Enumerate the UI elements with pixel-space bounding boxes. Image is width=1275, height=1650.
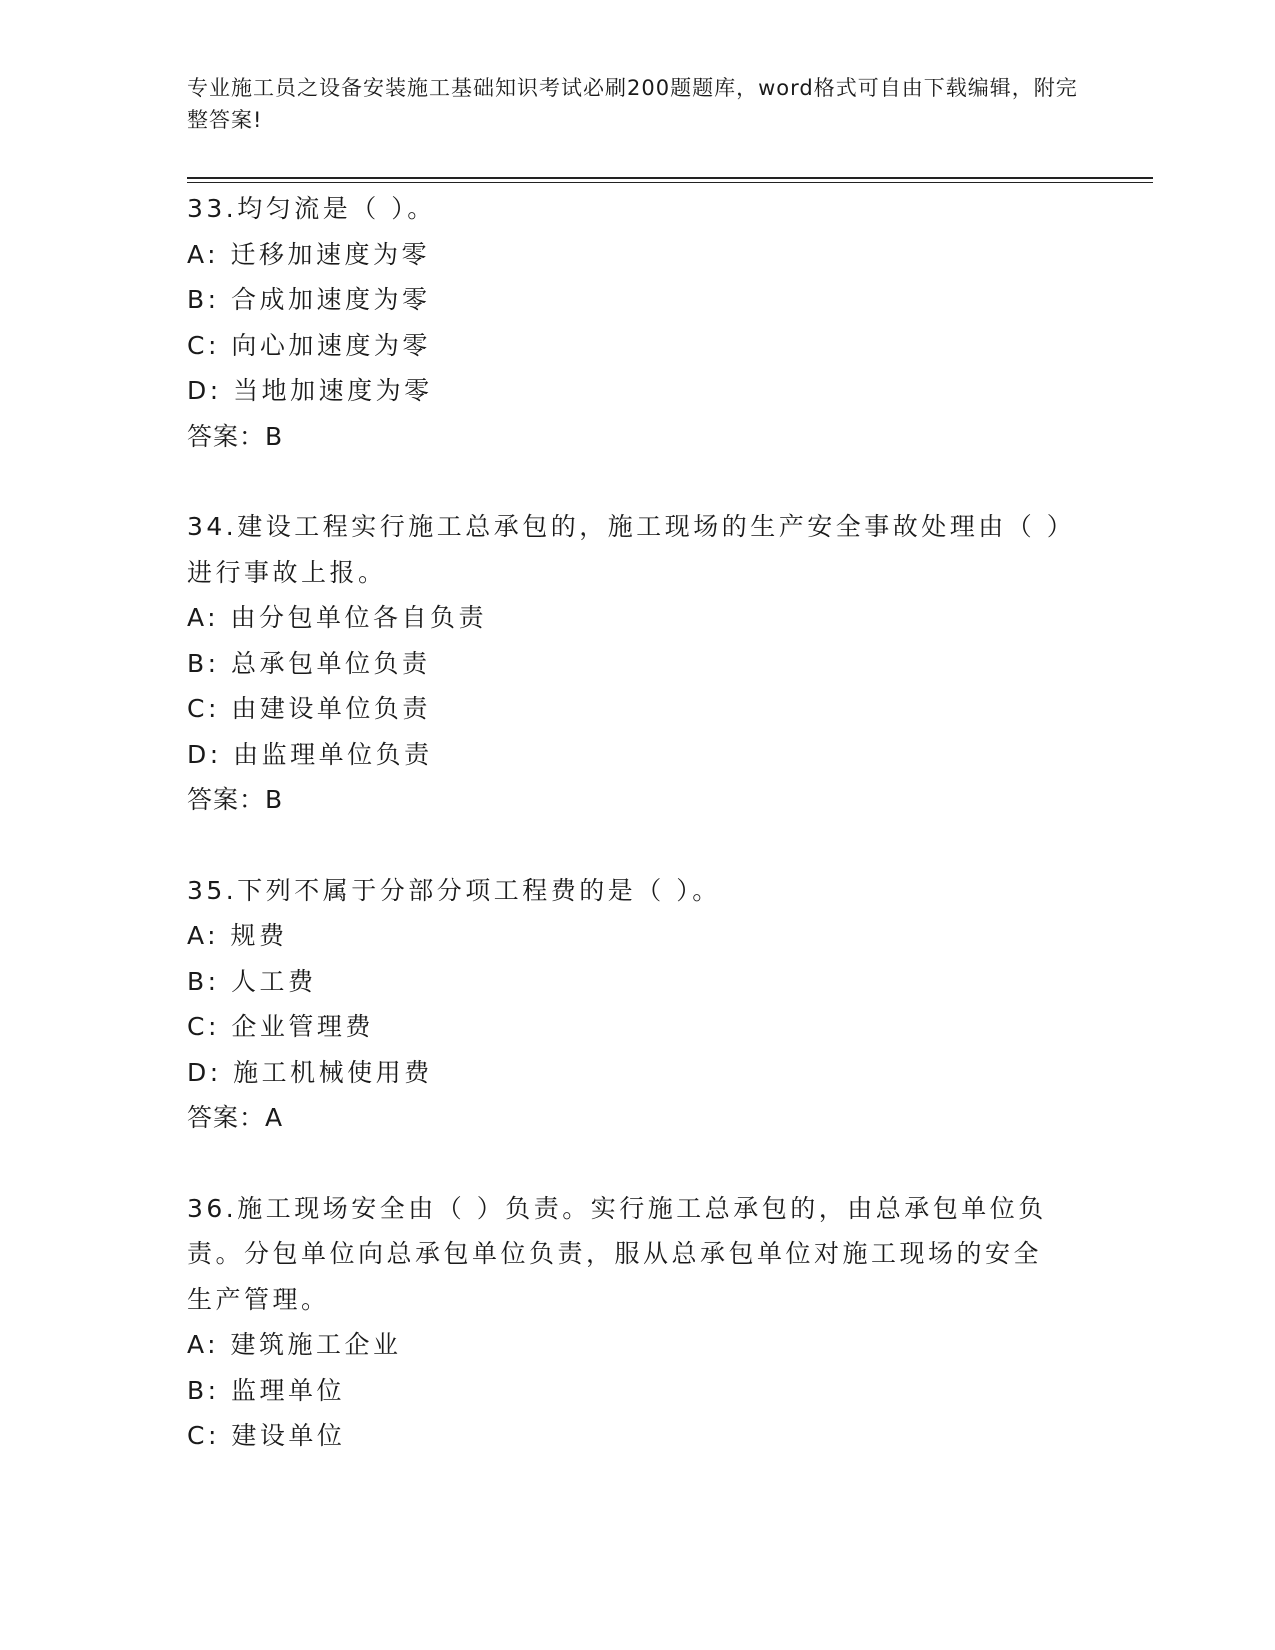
option-d: D: 施工机械使用费 xyxy=(187,1057,433,1087)
question-item xyxy=(187,504,1067,823)
option-c: C: 企业管理费 xyxy=(187,1012,374,1041)
question-item xyxy=(187,1186,1067,1459)
answer-line: 答案：A xyxy=(187,1103,284,1132)
header-divider-thick xyxy=(187,177,1153,179)
option-a: A: 迁移加速度为零 xyxy=(187,239,431,269)
question-stem: 34.建设工程实行施工总承包的，施工现场的生产安全事故处理由（ ）进行事故上报。 xyxy=(187,512,1063,587)
question-item xyxy=(187,186,1067,459)
question-list xyxy=(187,186,1067,1504)
option-c: C: 由建设单位负责 xyxy=(187,694,431,723)
header-divider-thin xyxy=(187,182,1153,183)
answer-line: 答案：B xyxy=(187,421,284,451)
document-header: 专业施工员之设备安装施工基础知识考试必刷200题题库，word格式可自由下载编辑，附完整答案! xyxy=(187,76,1078,132)
option-b: B: 人工费 xyxy=(187,966,317,996)
option-a: A: 建筑施工企业 xyxy=(187,1330,402,1359)
option-a: A: 由分包单位各自负责 xyxy=(187,603,488,632)
option-b: B: 合成加速度为零 xyxy=(187,285,431,314)
option-b: B: 总承包单位负责 xyxy=(187,648,431,678)
question-stem: 35.下列不属于分部分项工程费的是（ ）。 xyxy=(187,875,721,905)
option-c: C: 向心加速度为零 xyxy=(187,330,431,360)
question-stem: 33.均匀流是（ ）。 xyxy=(187,194,436,223)
option-a: A: 规费 xyxy=(187,921,288,950)
option-b: B: 监理单位 xyxy=(187,1375,346,1405)
question-item xyxy=(187,868,1067,1141)
question-stem: 36.施工现场安全由（ ）负责。实行施工总承包的，由总承包单位负责。分包单位向总承包单位负责，服从总承包单位对施工现场的安全生产管理。 xyxy=(187,1193,1047,1314)
option-c: C: 建设单位 xyxy=(187,1421,346,1450)
option-d: D: 当地加速度为零 xyxy=(187,376,433,405)
option-d: D: 由监理单位负责 xyxy=(187,739,433,769)
answer-line: 答案：B xyxy=(187,785,284,814)
